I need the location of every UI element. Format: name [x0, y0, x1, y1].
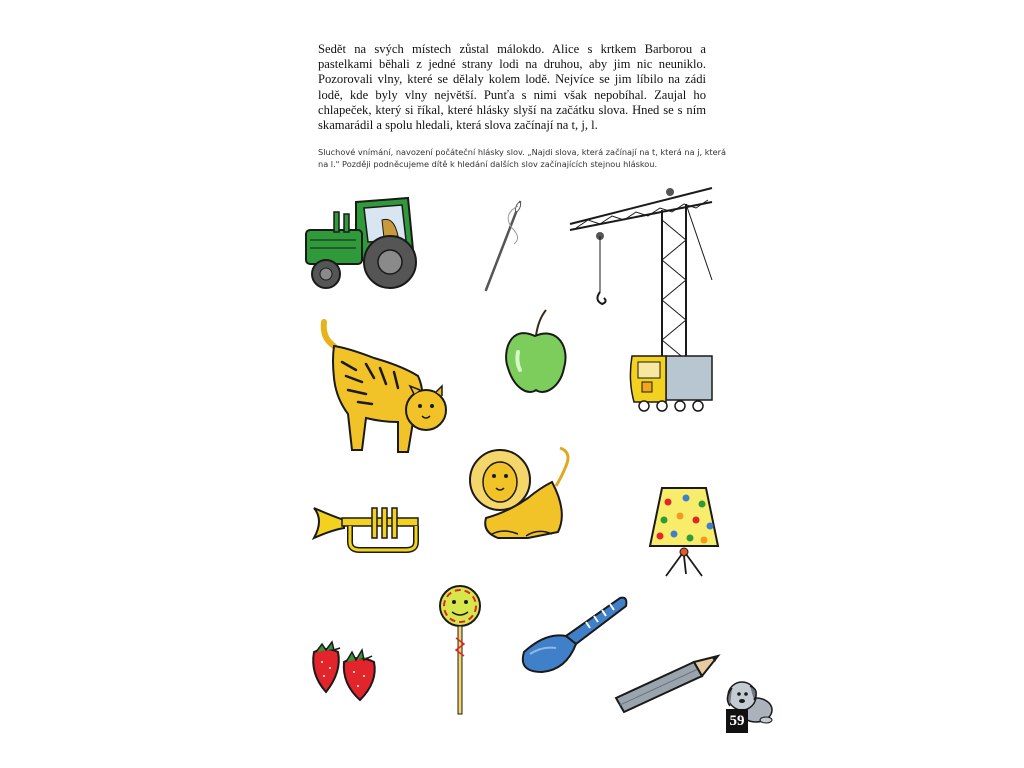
lollipop-picture	[436, 582, 486, 718]
lamp-picture	[646, 482, 722, 580]
tiger-picture	[318, 318, 458, 463]
lion-picture	[468, 442, 578, 548]
apple-picture	[500, 306, 570, 398]
instruction-text: Sluchové vnímání, navození počáteční hlásky slov. „Najdi slova, která začínají na t, která na j, která na l." Později podněcujeme dítě k hledání dalších slov začínajících stejnou hláskou.	[318, 147, 727, 169]
trumpet-picture	[310, 498, 426, 556]
pencil-picture	[610, 652, 722, 720]
story-paragraph: Sedět na svých místech zůstal málokdo. Alice s krtkem Barborou a pastelkami běhali z jedné strany lodi na druhou, aby jim nic neuniklo. Pozorovali vlny, které se dělaly kolem lodě. Nejvíce se jim líbilo na zádi lodě, kde byly vlny největší. Punťa s nimi však nepobíhal. Zaujal ho chlapeček, který si říkal, které hlásky slyší na začátku slova. Hned se s ním skamarádil a spolu hledali, která slova začínají na t, j, l.	[318, 42, 706, 133]
crane-picture	[562, 180, 722, 415]
strawberries-picture	[304, 638, 386, 704]
needle-picture	[478, 196, 528, 296]
page-number: 59	[726, 709, 748, 733]
tractor-picture	[298, 190, 428, 295]
